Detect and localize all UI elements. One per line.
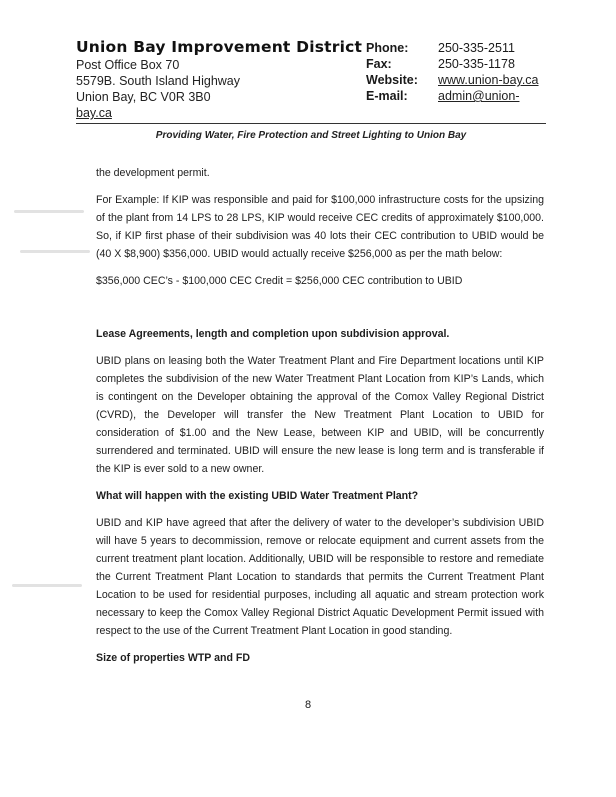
contact-values [438, 40, 539, 104]
tagline: Providing Water, Fire Protection and Street Lighting to Union Bay [155, 130, 467, 141]
website-label: Website: [366, 73, 418, 87]
paragraph: the development permit. [96, 167, 210, 179]
header-divider [76, 123, 546, 124]
website-link[interactable]: www.union-bay.ca [438, 73, 539, 87]
phone-label: Phone: [366, 41, 409, 55]
section-heading: Size of properties WTP and FD [96, 652, 251, 664]
address-line: Union Bay, BC V0R 3B0 [76, 90, 211, 104]
page-number: 8 [304, 699, 312, 711]
fax-label: Fax: [366, 57, 392, 71]
email-link[interactable]: admin@union- [438, 89, 520, 103]
scan-smudge [20, 250, 90, 253]
phone-value: 250-335-2511 [438, 41, 515, 55]
contact-labels [366, 40, 418, 104]
fax-value: 250-335-1178 [438, 57, 515, 71]
organization-title: Union Bay Improvement District [76, 38, 363, 56]
address-line: 5579B. South Island Highway [76, 74, 240, 88]
paragraph: For Example: If KIP was responsible and paid for $100,000 infrastructure costs for the upsizing of the plant from 14 LPS to 28 LPS, KIP would receive CEC credits of approximately $100,000. So, if KIP first phase of their subdivision was 40 lots their CEC contribution to UBID would be (40 X $8,900) $356,000. UBID would actually receive $256,000 as per the math below: [96, 194, 544, 260]
scan-smudge [14, 210, 84, 213]
email-continuation[interactable]: bay.ca [76, 106, 112, 120]
document-body [96, 164, 544, 676]
section-heading: What will happen with the existing UBID Water Treatment Plant? [96, 490, 419, 502]
address-line: Post Office Box 70 [76, 58, 180, 72]
email-label: E-mail: [366, 89, 408, 103]
paragraph: UBID plans on leasing both the Water Treatment Plant and Fire Department locations until KIP completes the subdivision of the new Water Treatment Plant Location from KIP’s Lands, which is contingent on the Developer obtaining the approval of the Comox Valley Regional District (CVRD), the Developer will transfer the New Treatment Plant Location to UBID for consideration of $1.00 and the New Lease, between KIP and UBID, will be concurrently surrendered and terminated. UBID will ensure the new lease is long term and is transferable if the KIP is ever sold to a new owner. [96, 355, 544, 475]
calculation: $356,000 CEC’s - $100,000 CEC Credit = $256,000 CEC contribution to UBID [96, 275, 463, 287]
scan-smudge [12, 584, 82, 587]
paragraph: UBID and KIP have agreed that after the delivery of water to the developer’s subdivision UBID will have 5 years to decommission, remove or relocate equipment and current assets from the current treatment plant location. Additionally, UBID will be responsible to restore and remediate the Current Treatment Plant Location to standards that permits the Current Treatment Plant Location to be used for residential purposes, including all aquatic and stream protection work necessary to keep the Comox Valley Regional District Aquatic Development Permit issued with respect to the use of the Current Treatment Plant Location in good standing. [96, 517, 544, 637]
section-heading: Lease Agreements, length and completion upon subdivision approval. [96, 328, 450, 340]
